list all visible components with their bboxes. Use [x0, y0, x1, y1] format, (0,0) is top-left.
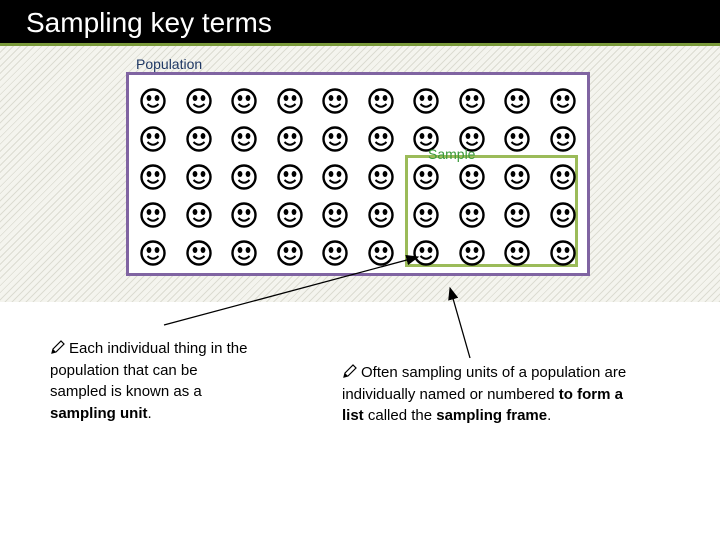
- note-1-end: .: [147, 404, 152, 422]
- arrow-to-sample: [450, 288, 470, 358]
- sample-label: Sample: [428, 146, 476, 162]
- arrow-to-sampling-unit: [164, 257, 418, 325]
- slide-title: Sampling key terms: [26, 7, 272, 38]
- note-2-text-b: called the: [363, 407, 437, 424]
- note-2-term: sampling frame: [436, 407, 548, 424]
- note-2-text-a: Often sampling units of a population are individually named or numbered: [342, 364, 627, 403]
- note-1-term: sampling unit: [50, 404, 148, 422]
- note-1-text: Each individual thing in the population that can be sampled is known as a: [50, 340, 248, 400]
- note-2-bold-a: to form a list: [342, 385, 623, 424]
- note-2-end: .: [547, 407, 552, 424]
- population-label: Population: [136, 56, 203, 72]
